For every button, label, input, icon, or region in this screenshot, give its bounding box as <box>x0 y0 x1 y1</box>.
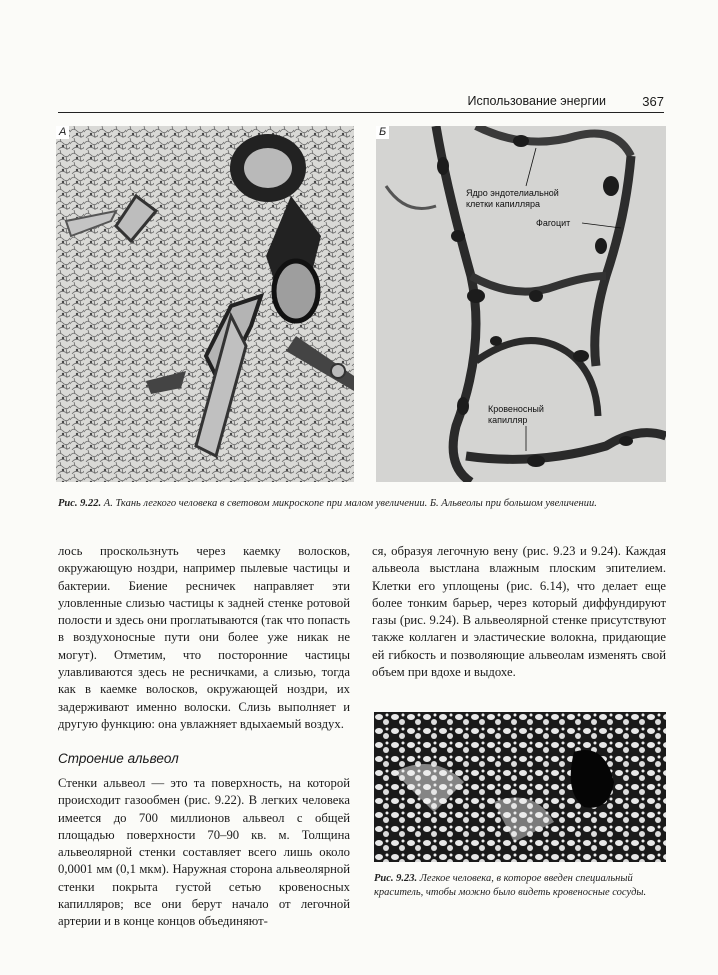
page-number: 367 <box>642 94 664 109</box>
figure-9-23-caption-label: Рис. 9.23. <box>374 873 418 884</box>
figure-9-22-caption-text: А. Ткань легкого человека в световом микроскопе при малом увеличении. Б. Альвеолы при большом увеличении. <box>103 498 597 509</box>
right-column-paragraph-1: ся, образуя легочную вену (рис. 9.23 и 9.24). Каждая альвеола выстлана влажным плоским эпителием. Клетки его уплощены (рис. 6.14), что делает еще более тонким барьер, через который диффундируют газы (рис. 9.24). В альвеолярной стенке присутствуют также коллаген и эластические волокна, придающие ей гибкость и позволяющие альвеолам изменять свой объем при вдохе и выдохе. <box>372 544 666 680</box>
panel-b-letter: Б <box>376 126 389 139</box>
panel-a-letter: А <box>56 126 69 139</box>
figure-9-23-caption-text: Легкое человека, в которое введен специальный краситель, чтобы можно было видеть кровеносные сосуды. <box>374 873 647 898</box>
running-head <box>58 94 664 113</box>
left-column-paragraph-2: Стенки альвеол — это та поверхность, на которой происходит газообмен (рис. 9.22). В легких человека имеется до 700 миллионов альвеол с общей площадью поверхности 70–90 кв. м. Толщина альвеолярной стенки составляет всего лишь около 0,0001 мм (0,1 мкм). Наружная сторона альвеолярной стенки покрыта густой сетью кровеносных капилляров; все они берут начало от легочной артерии и в конце концов объединяют- <box>58 776 350 929</box>
section-heading: Строение альвеол <box>58 751 179 766</box>
figure-9-22-caption-label: Рис. 9.22. <box>58 498 102 509</box>
figure-9-23-image <box>374 712 666 862</box>
figure-9-22-panel-a-image <box>56 126 354 482</box>
figure-9-23-caption <box>374 872 666 900</box>
section-title: Использование энергии <box>467 94 606 108</box>
label-endothelial-nucleus: Ядро эндотелиальной клетки капилляра <box>466 188 559 209</box>
figure-9-22-caption <box>58 497 666 511</box>
left-column-paragraph-1: лось проскользнуть через каемку волосков, окружающую ноздри, например пылевые частицы и бактерии. Биение ресничек направляет эти уловленные слизью частицы к задней стенке ротовой полости и здесь они проглатываются (так что попасть в воздухоносные пути они более уже никак не могут). Отметим, что посторонние частицы улавливаются здесь не ресничками, а слизью, тогда как в каемке волосков, окружающей ноздри, их задерживают именно волоски. Слизь выполняет и другую функцию: она увлажняет вдыхаемый воздух. <box>58 544 350 731</box>
label-blood-capillary: Кровеносный капилляр <box>488 404 544 425</box>
figure-9-22-panel-b-image <box>376 126 666 482</box>
label-phagocyte: Фагоцит <box>536 218 571 228</box>
